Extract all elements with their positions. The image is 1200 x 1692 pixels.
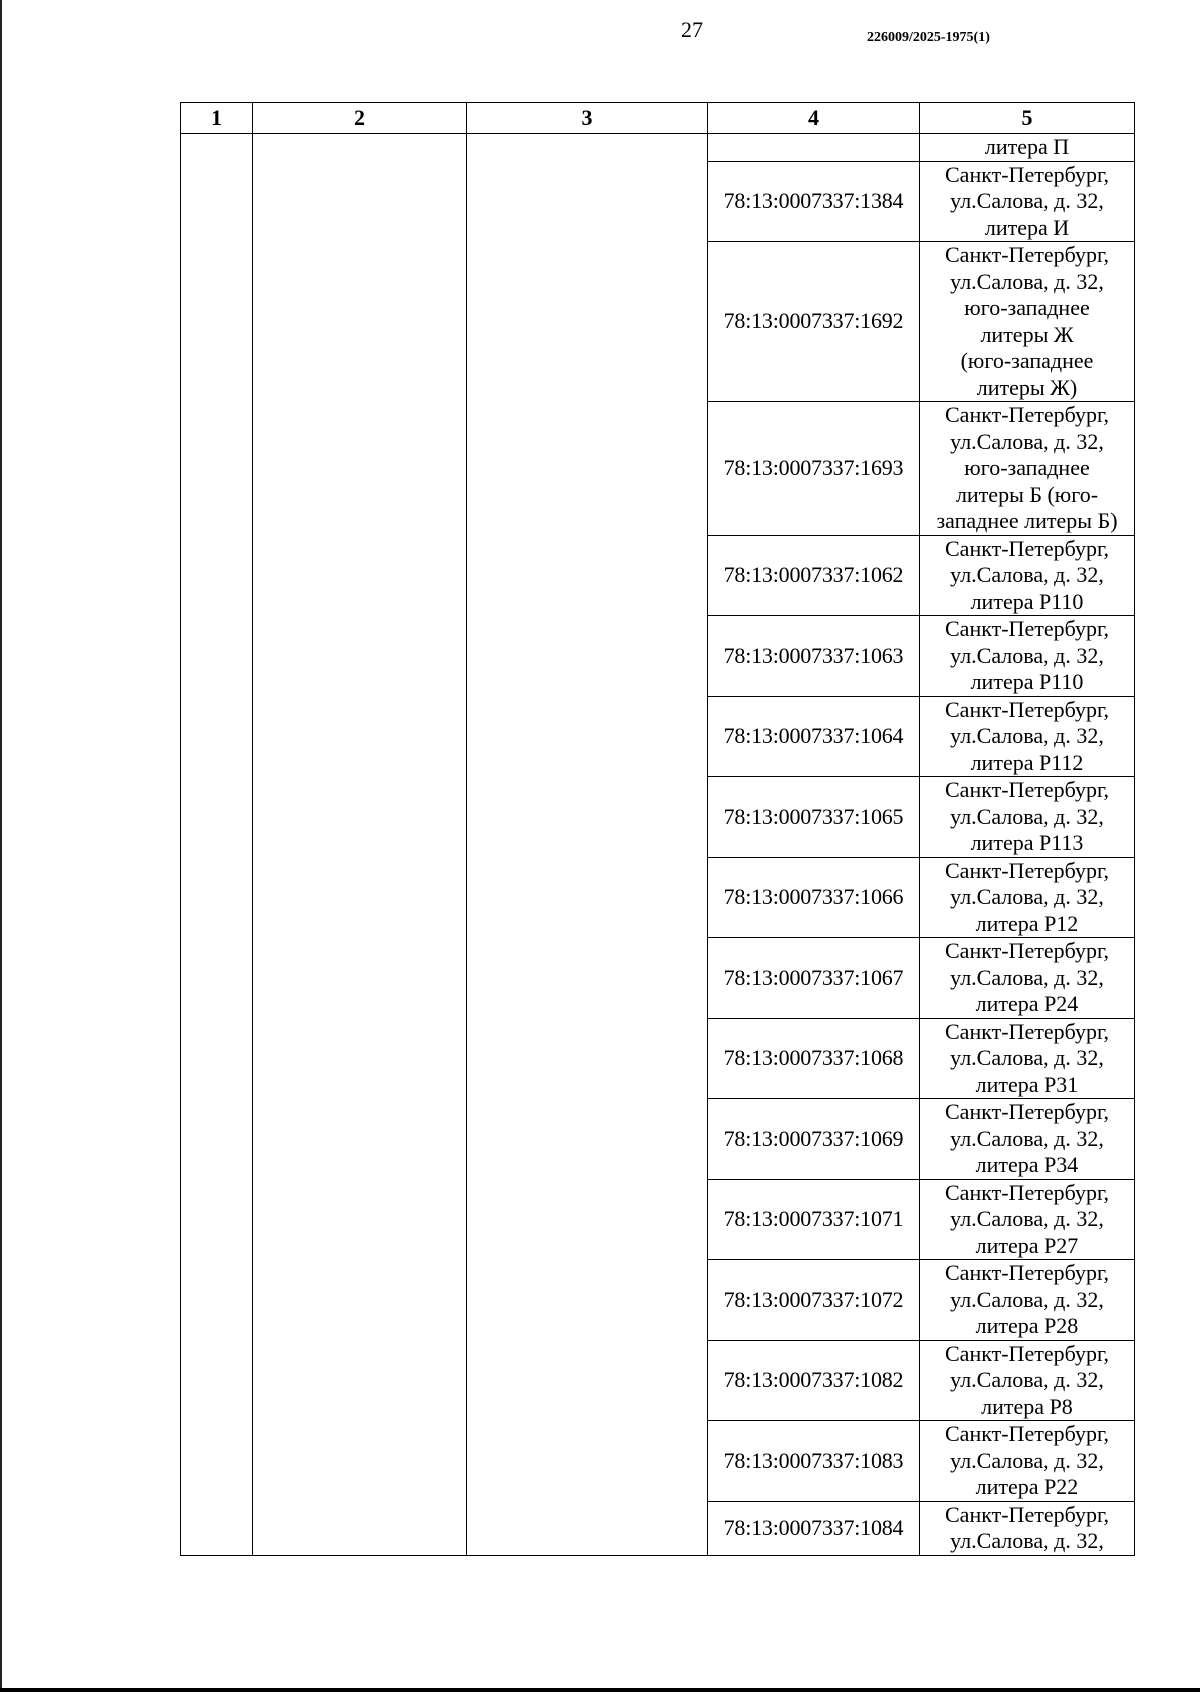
page-number: 27 (681, 17, 703, 42)
column-header-4: 4 (708, 103, 920, 134)
cadastral-number: 78:13:0007337:1067 (708, 938, 920, 1019)
address-line: ул.Салова, д. 32, (950, 188, 1104, 213)
column-header-2: 2 (253, 103, 467, 134)
address-cell (920, 938, 1135, 1019)
cadastral-number: 78:13:0007337:1384 (708, 161, 920, 242)
address-cell (920, 242, 1135, 402)
address-line: Санкт-Петербург, (945, 1501, 1109, 1527)
address-line: Санкт-Петербург, (945, 1099, 1109, 1124)
address-line: Санкт-Петербург, (945, 535, 1109, 561)
address-cell (920, 777, 1135, 858)
address-line: Санкт-Петербург, (945, 242, 1109, 267)
register-table (180, 102, 1135, 1556)
address-line: Санкт-Петербург, (945, 1421, 1109, 1446)
address-cell (920, 1421, 1135, 1502)
address-line: Санкт-Петербург, (945, 402, 1109, 427)
address-line: литера Р8 (981, 1393, 1073, 1419)
address-line: литера Р12 (975, 910, 1079, 936)
column-3-cell (467, 134, 708, 1556)
address-line: Санкт-Петербург, (945, 1018, 1109, 1044)
address-line: Санкт-Петербург, (945, 696, 1109, 722)
address-line: литера П (984, 134, 1070, 159)
address-line: ул.Салова, д. 32, (950, 1286, 1104, 1312)
address-line: Санкт-Петербург, (945, 1260, 1109, 1285)
address-cell (920, 134, 1135, 162)
address-cell (920, 857, 1135, 938)
address-line: ул.Салова, д. 32, (950, 642, 1104, 668)
cadastral-number: 78:13:0007337:1692 (708, 242, 920, 402)
scan-left-edge (0, 0, 2, 1692)
address-line: литера Р34 (975, 1152, 1079, 1177)
cadastral-number: 78:13:0007337:1082 (708, 1340, 920, 1421)
address-line: литера Р110 (970, 669, 1084, 694)
address-line: литера Р113 (970, 830, 1084, 855)
cadastral-number: 78:13:0007337:1072 (708, 1260, 920, 1341)
address-line: ул.Салова, д. 32, (950, 1206, 1104, 1231)
address-line: ул.Салова, д. 32, (950, 964, 1104, 990)
address-line: юго-западнее (964, 295, 1090, 320)
cadastral-number: 78:13:0007337:1064 (708, 696, 920, 777)
address-line: Санкт-Петербург, (945, 1179, 1109, 1205)
column-header-1: 1 (181, 103, 253, 134)
address-line: ул.Салова, д. 32, (950, 428, 1104, 454)
cadastral-number: 78:13:0007337:1068 (708, 1018, 920, 1099)
address-line: литера Р110 (970, 588, 1084, 614)
address-line: западнее литеры Б) (936, 508, 1118, 533)
address-cell (920, 616, 1135, 697)
cadastral-number: 78:13:0007337:1083 (708, 1421, 920, 1502)
address-line: литера Р31 (975, 1071, 1079, 1097)
cadastral-number: 78:13:0007337:1063 (708, 616, 920, 697)
address-line: Санкт-Петербург, (945, 777, 1109, 802)
address-line: ул.Салова, д. 32, (950, 1367, 1104, 1392)
address-line: ул.Салова, д. 32, (950, 1125, 1104, 1151)
address-line: ул.Салова, д. 32, (950, 803, 1104, 829)
column-header-5: 5 (920, 103, 1135, 134)
cadastral-number: 78:13:0007337:1084 (708, 1501, 920, 1555)
cadastral-number: 78:13:0007337:1069 (708, 1099, 920, 1180)
address-line: (юго-западнее (960, 348, 1094, 373)
cadastral-number: 78:13:0007337:1062 (708, 535, 920, 616)
address-line: Санкт-Петербург, (945, 616, 1109, 641)
address-line: литера Р24 (975, 991, 1079, 1016)
address-cell (920, 1179, 1135, 1260)
address-line: литера Р22 (975, 1474, 1079, 1499)
address-line: ул.Салова, д. 32, (950, 268, 1104, 294)
cadastral-number: 78:13:0007337:1071 (708, 1179, 920, 1260)
address-cell (920, 1018, 1135, 1099)
address-line: ул.Салова, д. 32, (950, 1528, 1104, 1553)
address-cell (920, 1340, 1135, 1421)
address-line: литеры Б (юго- (955, 481, 1099, 507)
address-cell (920, 1501, 1135, 1555)
address-line: ул.Салова, д. 32, (950, 562, 1104, 587)
address-cell (920, 535, 1135, 616)
cadastral-number: 78:13:0007337:1693 (708, 402, 920, 536)
cadastral-number: 78:13:0007337:1066 (708, 857, 920, 938)
column-header-3: 3 (467, 103, 708, 134)
scan-bottom-edge (0, 1688, 1200, 1692)
cadastral-number: 78:13:0007337:1065 (708, 777, 920, 858)
table-row (181, 134, 1135, 162)
document-id: 226009/2025-1975(1) (867, 30, 990, 45)
address-line: литера И (984, 214, 1070, 240)
address-line: литеры Ж) (976, 374, 1078, 400)
address-line: Санкт-Петербург, (945, 161, 1109, 187)
column-2-cell (253, 134, 467, 1556)
address-line: ул.Салова, д. 32, (950, 723, 1104, 748)
address-cell (920, 161, 1135, 242)
table-body (181, 134, 1135, 1556)
address-line: ул.Салова, д. 32, (950, 1447, 1104, 1473)
address-cell (920, 696, 1135, 777)
table-header (181, 103, 1135, 134)
address-cell (920, 1099, 1135, 1180)
address-line: литеры Ж (980, 321, 1074, 347)
address-line: ул.Салова, д. 32, (950, 884, 1104, 909)
address-cell (920, 402, 1135, 536)
address-line: Санкт-Петербург, (945, 1340, 1109, 1366)
address-line: Санкт-Петербург, (945, 938, 1109, 963)
cadastral-number (708, 134, 920, 162)
header-row (181, 103, 1135, 134)
address-line: ул.Салова, д. 32, (950, 1045, 1104, 1070)
address-line: юго-западнее (964, 455, 1090, 480)
address-line: литера Р112 (970, 749, 1084, 775)
address-line: Санкт-Петербург, (945, 857, 1109, 883)
address-line: литера Р27 (975, 1232, 1079, 1258)
column-1-cell (181, 134, 253, 1556)
address-cell (920, 1260, 1135, 1341)
address-line: литера Р28 (975, 1313, 1079, 1338)
